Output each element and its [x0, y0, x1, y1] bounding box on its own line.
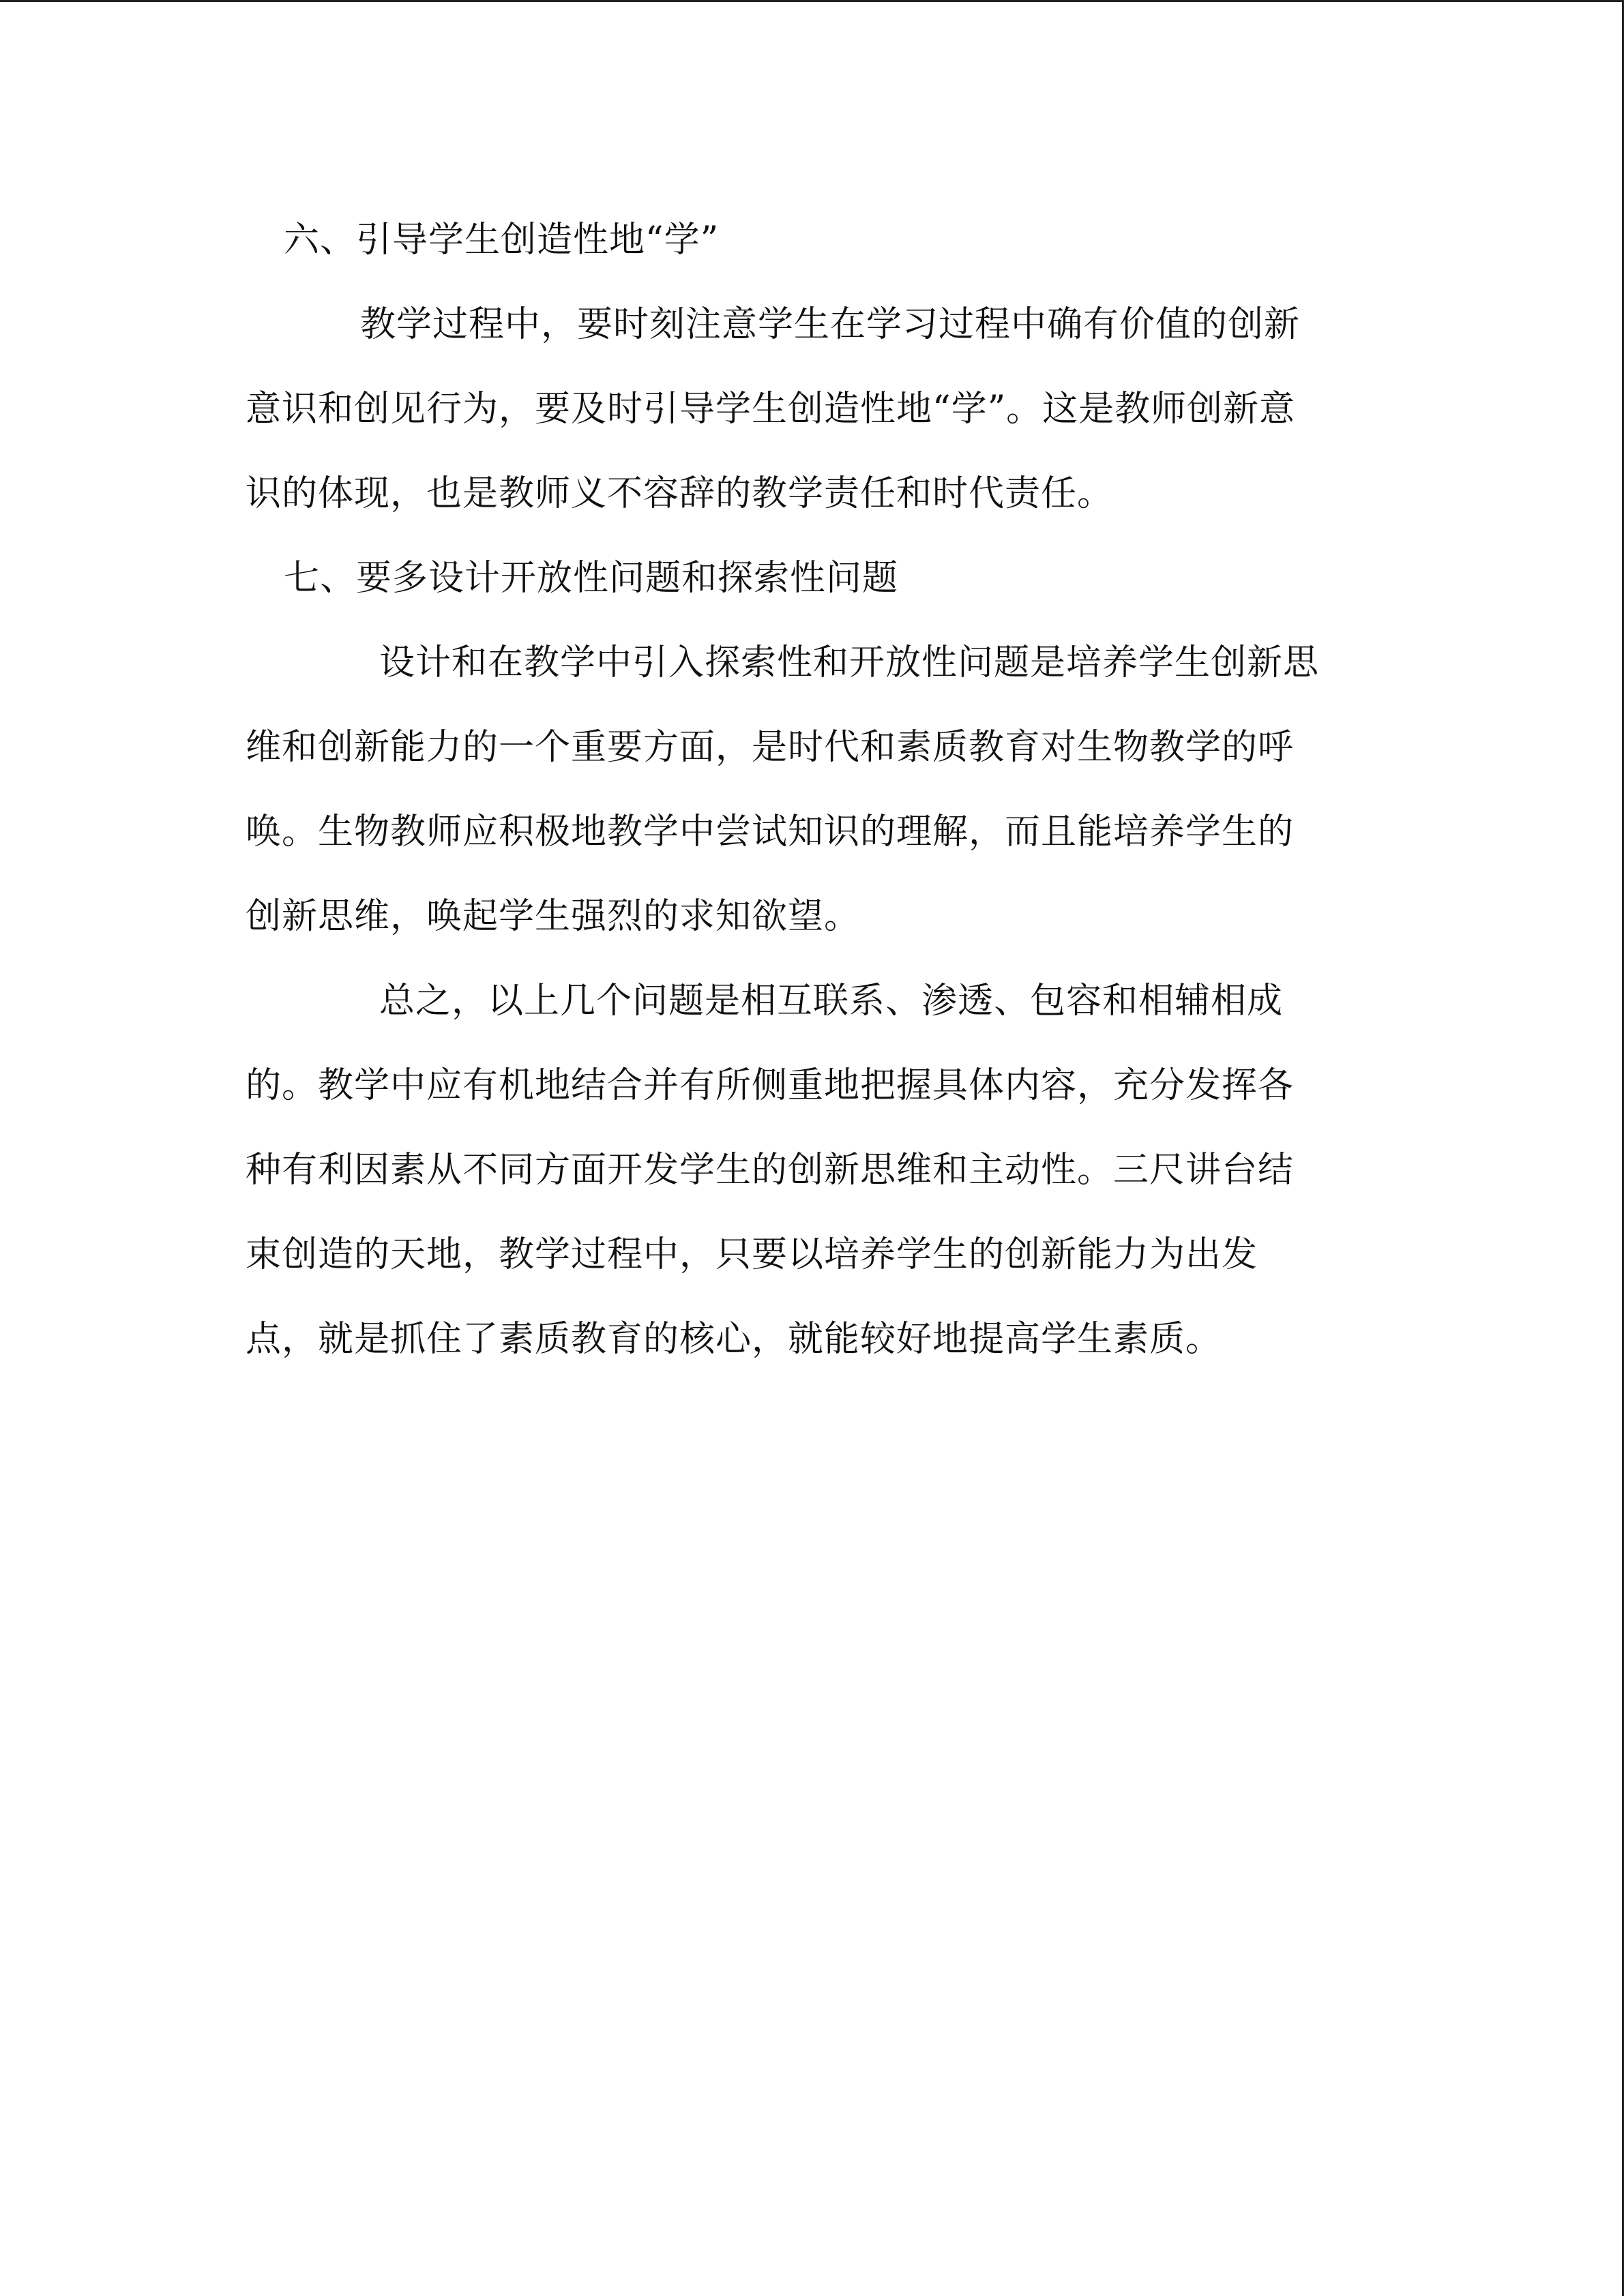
section-7-paragraph-line-3: 唤。生物教师应积极地教学中尝试知识的理解，而且能培养学生的 — [246, 811, 1295, 852]
summary-paragraph-line-5: 点，就是抓住了素质教育的核心，就能较好地提高学生素质。 — [246, 1319, 1222, 1360]
section-6-paragraph-line-1: 教学过程中，要时刻注意学生在学习过程中确有价值的创新 — [360, 304, 1301, 345]
document-body — [246, 198, 1378, 1382]
summary-paragraph-line-3: 种有利因素从不同方面开发学生的创新思维和主动性。三尺讲台结 — [246, 1150, 1295, 1191]
section-6-heading: 六、引导学生创造性地“学” — [284, 220, 720, 260]
section-6-paragraph-line-3: 识的体现，也是教师义不容辞的教学责任和时代责任。 — [246, 473, 1114, 514]
section-7-paragraph-line-4: 创新思维，唤起学生强烈的求知欲望。 — [246, 896, 861, 937]
summary-paragraph-line-4: 束创造的天地，教学过程中，只要以培养学生的创新能力为出发 — [246, 1234, 1258, 1275]
section-7-paragraph-line-1: 设计和在教学中引入探索性和开放性问题是培养学生创新思 — [379, 642, 1320, 683]
section-7-heading: 七、要多设计开放性问题和探索性问题 — [284, 558, 899, 599]
section-6-paragraph-line-2: 意识和创见行为，要及时引导学生创造性地“学”。这是教师创新意 — [246, 389, 1296, 430]
section-7-paragraph-line-2: 维和创新能力的一个重要方面，是时代和素质教育对生物教学的呼 — [246, 727, 1295, 768]
summary-paragraph-line-1: 总之，以上几个问题是相互联系、渗透、包容和相辅相成 — [379, 981, 1284, 1022]
summary-paragraph-line-2: 的。教学中应有机地结合并有所侧重地把握具体内容，充分发挥各 — [246, 1065, 1295, 1106]
page-top-border — [0, 0, 1624, 2]
